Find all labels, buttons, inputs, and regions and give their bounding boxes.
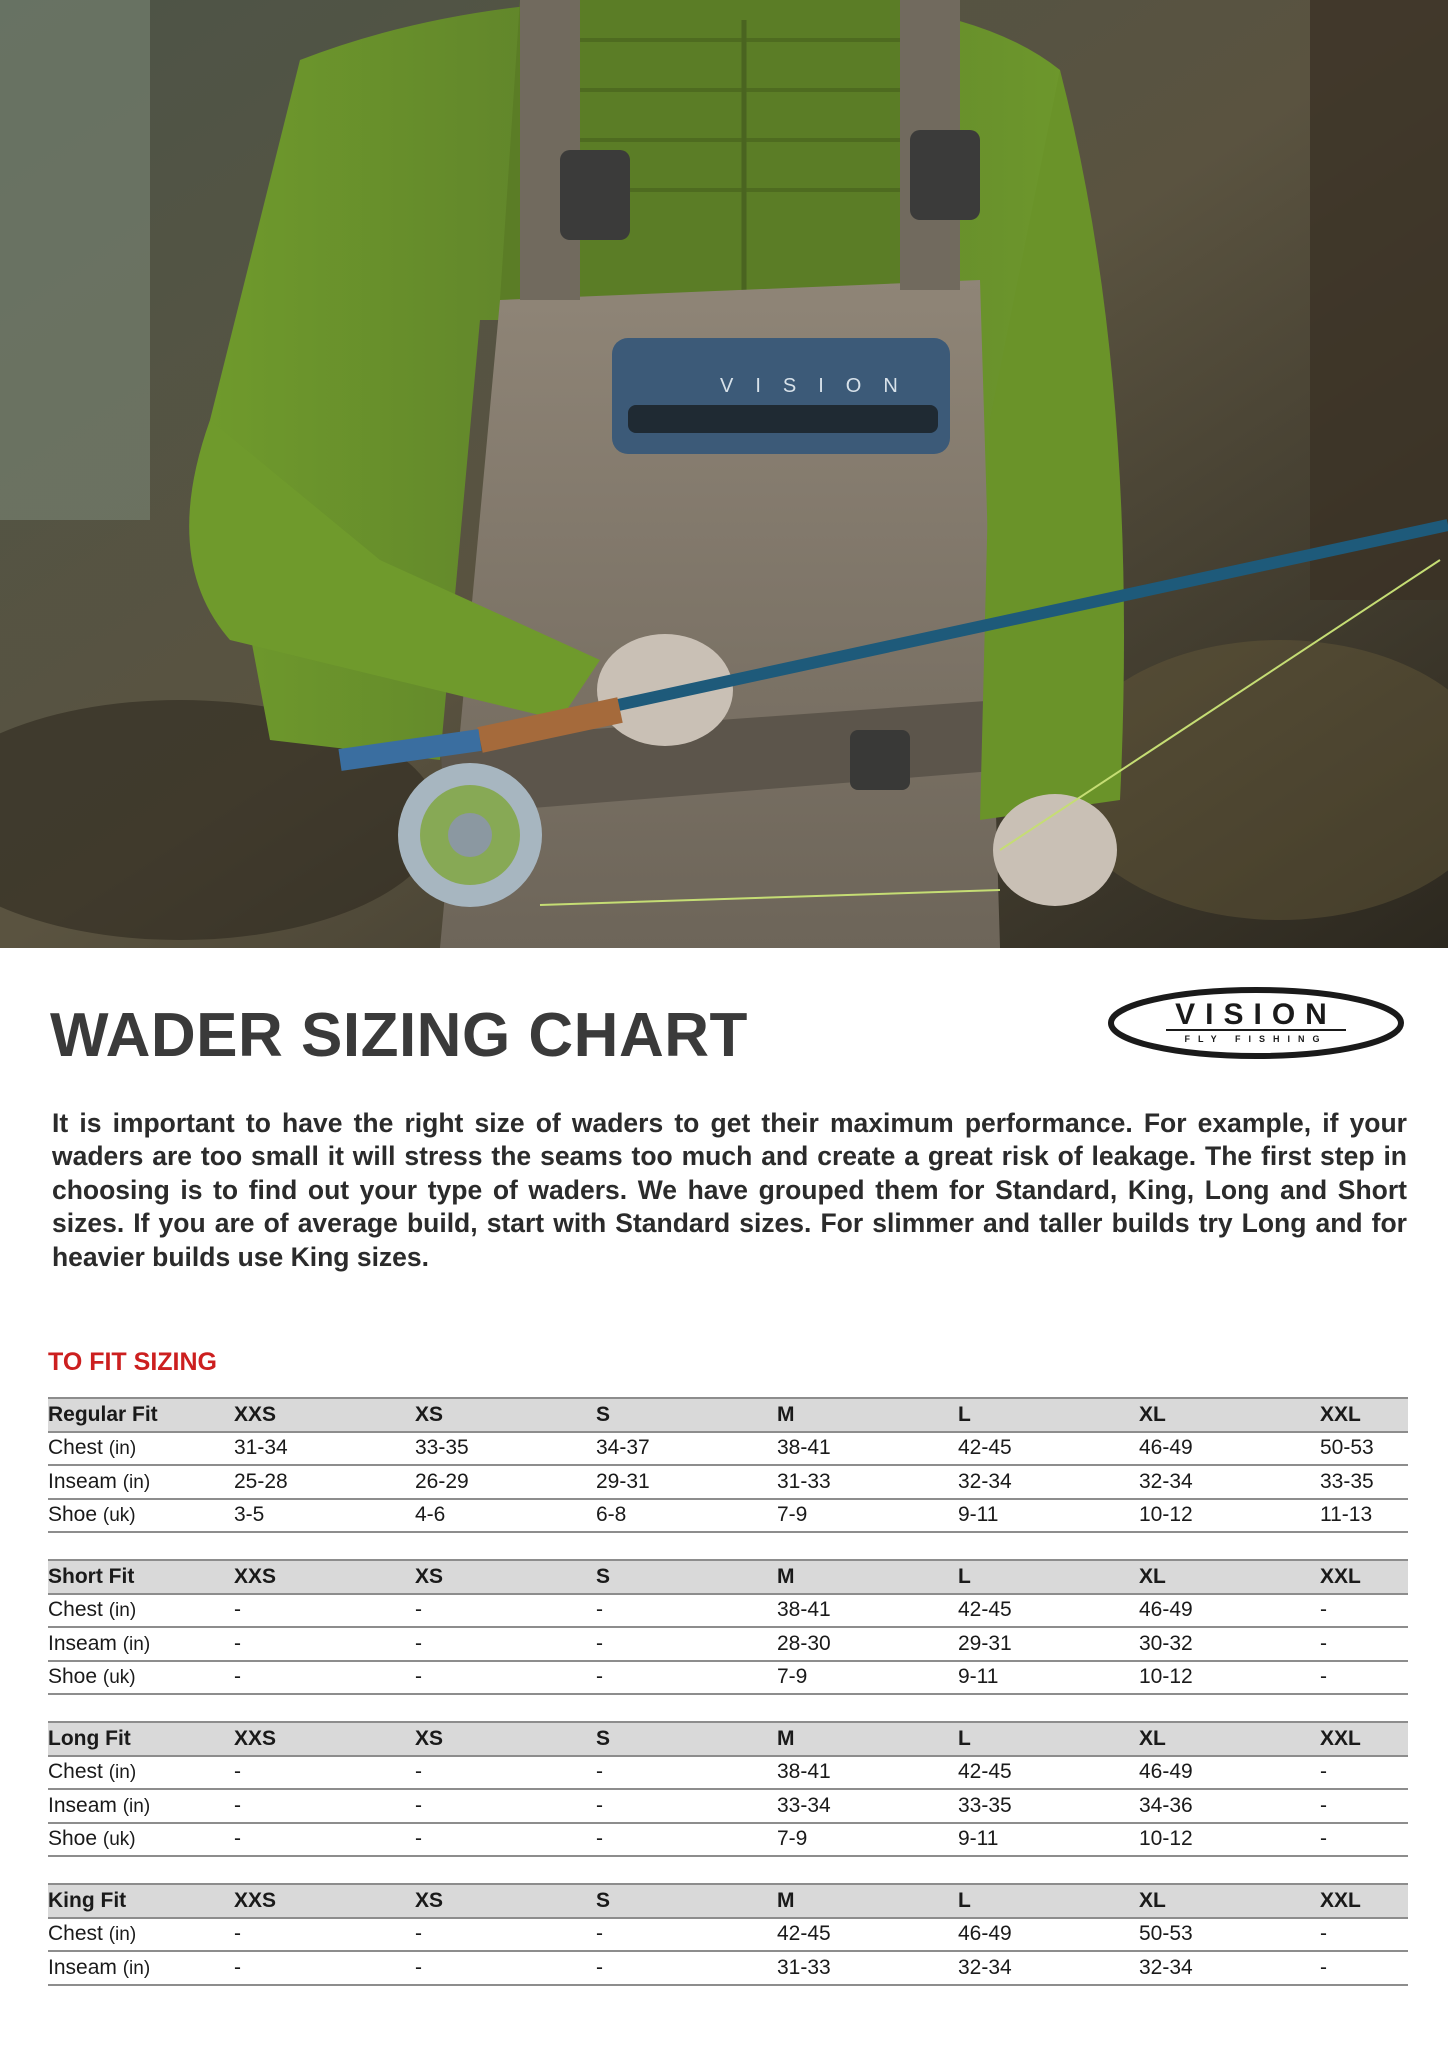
table-cell: 32-34 <box>1139 1465 1320 1499</box>
size-header: XL <box>1139 1884 1320 1918</box>
table-cell: - <box>234 1661 415 1695</box>
table-cell: - <box>596 1661 777 1695</box>
table-cell: 10-12 <box>1139 1661 1320 1695</box>
long-fit-table <box>48 1721 1408 1857</box>
fit-label: Short Fit <box>48 1560 234 1594</box>
table-cell: 42-45 <box>958 1432 1139 1466</box>
table-cell: 11-13 <box>1320 1499 1408 1533</box>
size-header: L <box>958 1560 1139 1594</box>
table-cell: 32-34 <box>958 1951 1139 1985</box>
table-cell: 25-28 <box>234 1465 415 1499</box>
table-cell: 46-49 <box>1139 1594 1320 1628</box>
table-row <box>48 1661 1408 1695</box>
table-header-row <box>48 1398 1408 1432</box>
table-cell: - <box>596 1789 777 1823</box>
size-header: XXL <box>1320 1884 1408 1918</box>
table-cell: 9-11 <box>958 1499 1139 1533</box>
row-label: Shoe (uk) <box>48 1499 234 1533</box>
size-header: XS <box>415 1722 596 1756</box>
table-cell: 33-34 <box>777 1789 958 1823</box>
fit-label: King Fit <box>48 1884 234 1918</box>
table-cell: 31-34 <box>234 1432 415 1466</box>
vision-logo <box>1106 986 1406 1060</box>
table-cell: - <box>234 1594 415 1628</box>
table-cell: 50-53 <box>1139 1918 1320 1952</box>
size-header: XXS <box>234 1560 415 1594</box>
logo-tagline: FLY FISHING <box>1184 1034 1328 1044</box>
table-cell: 28-30 <box>777 1627 958 1661</box>
table-row <box>48 1951 1408 1985</box>
table-cell: - <box>1320 1789 1408 1823</box>
table-cell: 34-37 <box>596 1432 777 1466</box>
table-cell: - <box>1320 1627 1408 1661</box>
table-row <box>48 1465 1408 1499</box>
table-cell: - <box>596 1918 777 1952</box>
table-cell: 38-41 <box>777 1756 958 1790</box>
row-label: Inseam (in) <box>48 1627 234 1661</box>
table-cell: - <box>234 1627 415 1661</box>
table-cell: 26-29 <box>415 1465 596 1499</box>
row-label: Chest (in) <box>48 1432 234 1466</box>
table-cell: 10-12 <box>1139 1823 1320 1857</box>
table-cell: 10-12 <box>1139 1499 1320 1533</box>
size-header: XXS <box>234 1884 415 1918</box>
king-fit-table <box>48 1883 1408 1986</box>
table-cell: 50-53 <box>1320 1432 1408 1466</box>
size-header: XL <box>1139 1398 1320 1432</box>
size-header: S <box>596 1560 777 1594</box>
row-label: Shoe (uk) <box>48 1823 234 1857</box>
size-header: XXL <box>1320 1560 1408 1594</box>
table-cell: 29-31 <box>958 1627 1139 1661</box>
size-header: XL <box>1139 1722 1320 1756</box>
table-cell: 32-34 <box>958 1465 1139 1499</box>
size-header: S <box>596 1722 777 1756</box>
size-header: M <box>777 1560 958 1594</box>
table-cell: 46-49 <box>958 1918 1139 1952</box>
size-header: M <box>777 1722 958 1756</box>
table-cell: - <box>1320 1951 1408 1985</box>
size-header: M <box>777 1398 958 1432</box>
table-cell: 3-5 <box>234 1499 415 1533</box>
hero-photo <box>0 0 1448 948</box>
table-cell: - <box>596 1756 777 1790</box>
table-row <box>48 1789 1408 1823</box>
table-cell: - <box>415 1789 596 1823</box>
table-cell: - <box>1320 1594 1408 1628</box>
row-label: Chest (in) <box>48 1918 234 1952</box>
table-cell: - <box>1320 1756 1408 1790</box>
table-cell: 34-36 <box>1139 1789 1320 1823</box>
table-cell: - <box>234 1789 415 1823</box>
row-label: Inseam (in) <box>48 1789 234 1823</box>
page-title: WADER SIZING CHART <box>50 1001 748 1070</box>
size-header: XXL <box>1320 1398 1408 1432</box>
table-cell: - <box>415 1823 596 1857</box>
row-label: Chest (in) <box>48 1594 234 1628</box>
table-header-row <box>48 1722 1408 1756</box>
size-header: L <box>958 1398 1139 1432</box>
table-cell: - <box>415 1594 596 1628</box>
table-cell: - <box>596 1594 777 1628</box>
table-cell: 6-8 <box>596 1499 777 1533</box>
table-cell: 42-45 <box>777 1918 958 1952</box>
bib-brand-text: VISION <box>720 375 920 397</box>
table-cell: 33-35 <box>415 1432 596 1466</box>
section-heading: TO FIT SIZING <box>48 1348 217 1376</box>
table-row <box>48 1918 1408 1952</box>
table-cell: 32-34 <box>1139 1951 1320 1985</box>
table-cell: 42-45 <box>958 1594 1139 1628</box>
table-header-row <box>48 1560 1408 1594</box>
row-label: Inseam (in) <box>48 1951 234 1985</box>
table-cell: - <box>415 1756 596 1790</box>
table-row <box>48 1627 1408 1661</box>
table-cell: - <box>596 1627 777 1661</box>
table-cell: - <box>415 1627 596 1661</box>
size-header: XXS <box>234 1398 415 1432</box>
table-cell: 7-9 <box>777 1661 958 1695</box>
row-label: Inseam (in) <box>48 1465 234 1499</box>
table-cell: - <box>415 1951 596 1985</box>
size-header: L <box>958 1722 1139 1756</box>
size-header: XS <box>415 1398 596 1432</box>
table-cell: 33-35 <box>958 1789 1139 1823</box>
fit-label: Long Fit <box>48 1722 234 1756</box>
table-cell: - <box>234 1756 415 1790</box>
table-cell: - <box>1320 1823 1408 1857</box>
short-fit-table <box>48 1559 1408 1695</box>
table-cell: 31-33 <box>777 1465 958 1499</box>
table-cell: - <box>234 1951 415 1985</box>
table-row <box>48 1594 1408 1628</box>
logo-brand: VISION <box>1175 998 1337 1031</box>
angler-illustration <box>0 0 1448 948</box>
table-cell: - <box>234 1823 415 1857</box>
fit-label: Regular Fit <box>48 1398 234 1432</box>
row-label: Chest (in) <box>48 1756 234 1790</box>
size-header: XXL <box>1320 1722 1408 1756</box>
intro-paragraph: It is important to have the right size of waders to get their maximum performance. For example, if your waders are too small it will stress the seams too much and create a great risk of leakage. The first step in choosing is to find out your type of waders. We have grouped them for Standard, King, Long and Short sizes. If you are of average build, start with Standard sizes. For slimmer and taller builds try Long and for heavier builds use King sizes. <box>52 1108 1407 1272</box>
table-cell: - <box>234 1918 415 1952</box>
size-header: XXS <box>234 1722 415 1756</box>
size-header: XS <box>415 1560 596 1594</box>
table-cell: 33-35 <box>1320 1465 1408 1499</box>
table-cell: 42-45 <box>958 1756 1139 1790</box>
table-row <box>48 1499 1408 1533</box>
table-cell: 7-9 <box>777 1823 958 1857</box>
table-row <box>48 1823 1408 1857</box>
table-cell: 46-49 <box>1139 1432 1320 1466</box>
size-header: S <box>596 1884 777 1918</box>
table-cell: - <box>596 1823 777 1857</box>
table-cell: 31-33 <box>777 1951 958 1985</box>
table-row <box>48 1432 1408 1466</box>
table-cell: 9-11 <box>958 1823 1139 1857</box>
table-cell: - <box>1320 1918 1408 1952</box>
size-header: M <box>777 1884 958 1918</box>
table-cell: 7-9 <box>777 1499 958 1533</box>
table-cell: 30-32 <box>1139 1627 1320 1661</box>
table-cell: 46-49 <box>1139 1756 1320 1790</box>
table-cell: - <box>596 1951 777 1985</box>
regular-fit-table <box>48 1397 1408 1533</box>
table-row <box>48 1756 1408 1790</box>
table-cell: 9-11 <box>958 1661 1139 1695</box>
size-header: XL <box>1139 1560 1320 1594</box>
table-cell: - <box>415 1918 596 1952</box>
table-header-row <box>48 1884 1408 1918</box>
row-label: Shoe (uk) <box>48 1661 234 1695</box>
size-header: S <box>596 1398 777 1432</box>
table-cell: 38-41 <box>777 1432 958 1466</box>
table-cell: 29-31 <box>596 1465 777 1499</box>
table-cell: 4-6 <box>415 1499 596 1533</box>
table-cell: - <box>1320 1661 1408 1695</box>
table-cell: 38-41 <box>777 1594 958 1628</box>
table-cell: - <box>415 1661 596 1695</box>
size-header: XS <box>415 1884 596 1918</box>
size-header: L <box>958 1884 1139 1918</box>
